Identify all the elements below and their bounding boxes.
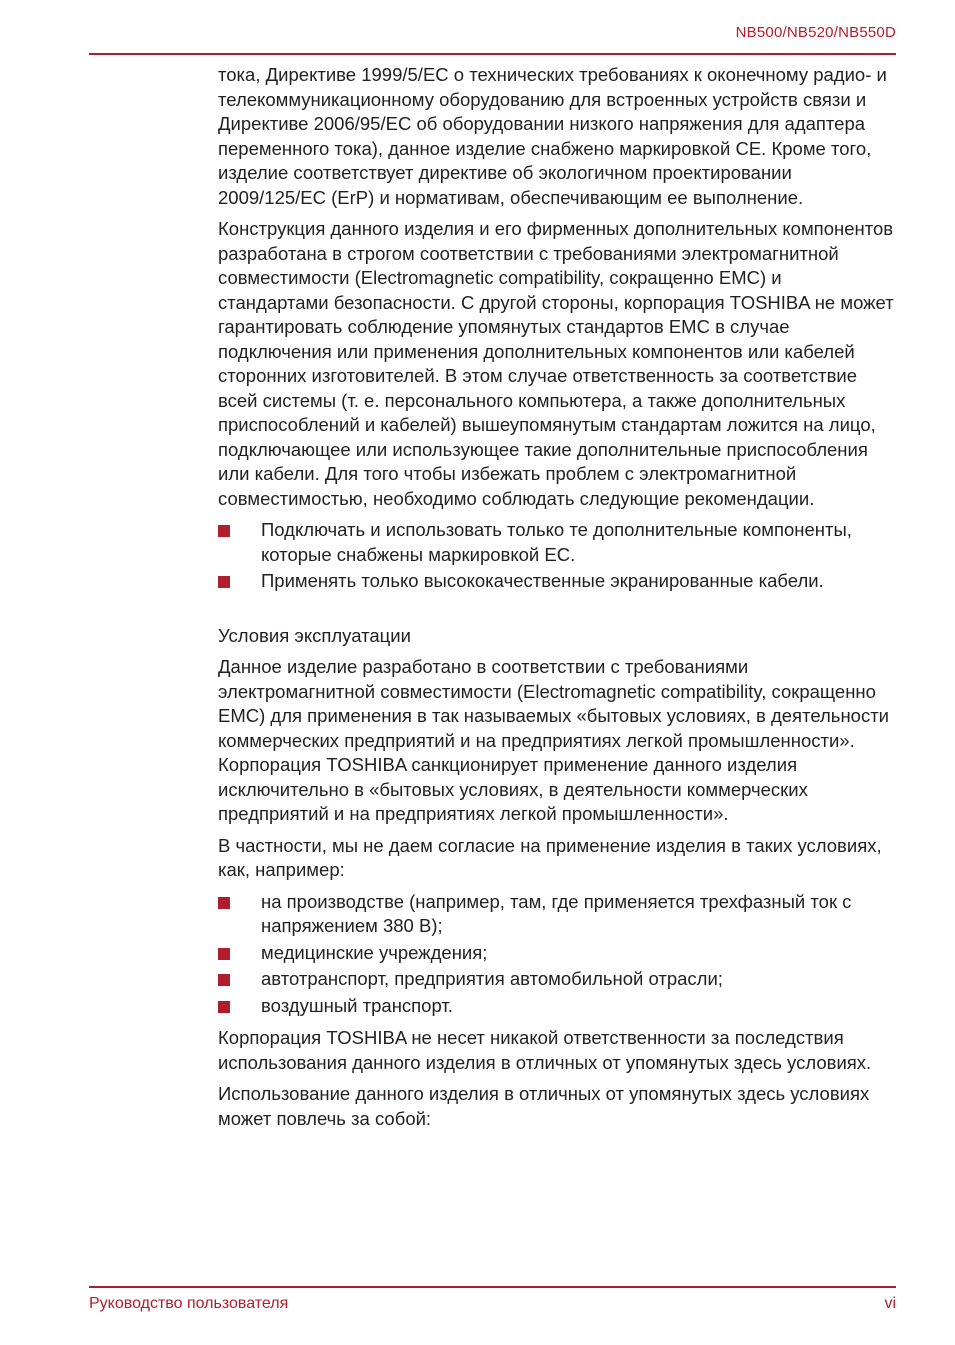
footer-document-title: Руководство пользователя: [89, 1295, 289, 1312]
square-bullet-icon: [218, 1001, 230, 1013]
page-content: [218, 63, 894, 1138]
list-item: воздушный транспорт.: [218, 994, 894, 1019]
paragraph-consequences: Использование данного изделия в отличных от упомянутых здесь условиях может повлечь за собой:: [218, 1083, 870, 1129]
footer-rule: [89, 1286, 896, 1288]
header-model-name: NB500/NB520/NB550D: [735, 24, 896, 41]
list-item: медицинские учреждения;: [218, 941, 894, 966]
paragraph-operating-conditions: Данное изделие разработано в соответствии с требованиями электромагнитной совместимости (Electromagnetic compatibility, сокращенно EMC) для применения в так называемых «бытовых условиях, в деятельности коммерческих предприятий и на предприятиях легкой промышленности». Корпорация TOSHIBA санкционирует применение данного изделия исключительно в «бытовых условиях, в деятельности коммерческих предприятий и на предприятиях легкой промышленности».: [218, 656, 890, 824]
list-item: Применять только высококачественные экранированные кабели.: [218, 569, 894, 594]
list-item: автотранспорт, предприятия автомобильной отрасли;: [218, 967, 894, 992]
list-item: Подключать и использовать только те дополнительные компоненты, которые снабжены маркировкой ЕС.: [218, 518, 894, 567]
section-heading: Условия эксплуатации: [218, 624, 411, 646]
recommendations-list: [218, 518, 894, 594]
square-bullet-icon: [218, 897, 230, 909]
paragraph-not-permitted: В частности, мы не даем согласие на применение изделия в таких условиях, как, например:: [218, 834, 882, 880]
paragraph-emc-design: Конструкция данного изделия и его фирменных дополнительных компонентов разработана в строгом соответствии с требованиями электромагнитной совместимости (Electromagnetic compatibility, сокращенно EMC) и стандартами безопасности. С другой стороны, корпорация TOSHIBA не может гарантировать соблюдение упомянутых стандартов EMC в случае подключения или применения дополнительных компонентов или кабелей сторонних изготовителей. В этом случае ответственность за соответствие всей системы (т. е. персонального компьютера, а также дополнительных приспособлений и кабелей) вышеупомянутым стандартам ложится на лицо, подключающее или использующее такие дополнительные приспособления или кабели. Для того чтобы избежать проблем с электромагнитной совместимостью, необходимо соблюдать следующие рекомендации.: [218, 218, 894, 509]
square-bullet-icon: [218, 525, 230, 537]
header-rule: [89, 53, 896, 55]
square-bullet-icon: [218, 948, 230, 960]
square-bullet-icon: [218, 576, 230, 588]
prohibited-environments-list: [218, 890, 894, 1019]
paragraph-liability: Корпорация TOSHIBA не несет никакой ответственности за последствия использования данного изделия в отличных от упомянутых здесь условиях.: [218, 1027, 872, 1073]
footer-page-number: vi: [884, 1295, 896, 1312]
square-bullet-icon: [218, 974, 230, 986]
paragraph-directives: тока, Директиве 1999/5/ЕС о технических требованиях к оконечному радио- и телекоммуникационному оборудованию для встроенных устройств связи и Директиве 2006/95/ЕС об оборудовании низкого напряжения для адаптера переменного тока), данное изделие снабжено маркировкой CE. Кроме того, изделие соответствует директиве об экологичном проектировании 2009/125/EC (ErP) и нормативам, обеспечивающим ее выполнение.: [218, 64, 887, 208]
list-item: на производстве (например, там, где применяется трехфазный ток с напряжением 380 В);: [218, 890, 894, 939]
